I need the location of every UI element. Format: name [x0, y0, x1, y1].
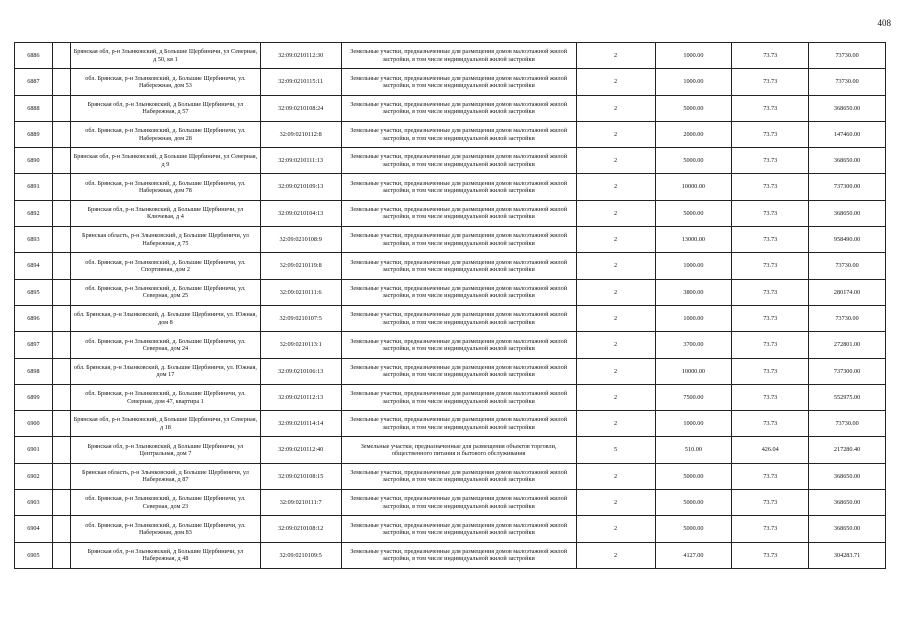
- row-number: 6893: [15, 227, 53, 253]
- rate-cell: 73.73: [732, 69, 809, 95]
- address-cell: обл. Брянская, р-н Злынковский, д. Большие Щербиничи, ул. Набережная, дом 28: [71, 121, 260, 147]
- land-use-cell: Земельные участки, предназначенные для размещения объектов торговли, общественного питания и бытового обслуживания: [341, 437, 576, 463]
- table-row: [15, 200, 886, 226]
- address-cell: обл. Брянская, р-н Злынковский, д. Большие Щербиничи, ул. Набережная, дом 78: [71, 174, 260, 200]
- area-cell: 5000.00: [655, 490, 732, 516]
- row-number: 6895: [15, 279, 53, 305]
- area-cell: 5000.00: [655, 200, 732, 226]
- address-cell: Брянская обл, р-н Злынковский, д Большие Щербиничи, ул Северная, д 9: [71, 148, 260, 174]
- address-cell: обл. Брянская, р-н Злынковский, д. Большие Щербиничи, ул. Северная, дом 47, квартира 1: [71, 384, 260, 410]
- land-use-cell: Земельные участки, предназначенные для размещения домов малоэтажной жилой застройки, в том числе индивидуальной жилой застройки: [341, 384, 576, 410]
- table-row: [15, 227, 886, 253]
- table-row: [15, 490, 886, 516]
- category-cell: 2: [576, 542, 655, 568]
- cadastral-value-cell: 958490.00: [809, 227, 886, 253]
- area-cell: 5000.00: [655, 463, 732, 489]
- cadastral-value-cell: 147460.00: [809, 121, 886, 147]
- spacer: [52, 437, 70, 463]
- table-row: [15, 279, 886, 305]
- cadastral-value-cell: 272801.00: [809, 332, 886, 358]
- cadastral-number-cell: 32:09:0210111:6: [260, 279, 341, 305]
- cadastral-value-cell: 737300.00: [809, 174, 886, 200]
- spacer: [52, 411, 70, 437]
- table-row: [15, 332, 886, 358]
- table-row: [15, 121, 886, 147]
- row-number: 6904: [15, 516, 53, 542]
- cadastral-value-cell: 304283.71: [809, 542, 886, 568]
- cadastral-number-cell: 32:09:0210109:13: [260, 174, 341, 200]
- spacer: [52, 542, 70, 568]
- category-cell: 2: [576, 384, 655, 410]
- area-cell: 1000.00: [655, 411, 732, 437]
- page-number: 408: [877, 18, 891, 28]
- spacer: [52, 279, 70, 305]
- category-cell: 2: [576, 516, 655, 542]
- cadastral-number-cell: 32:09:0210113:1: [260, 332, 341, 358]
- category-cell: 2: [576, 358, 655, 384]
- rate-cell: 73.73: [732, 332, 809, 358]
- row-number: 6889: [15, 121, 53, 147]
- category-cell: 2: [576, 227, 655, 253]
- table-row: [15, 253, 886, 279]
- cadastral-value-cell: 217280.40: [809, 437, 886, 463]
- category-cell: 2: [576, 463, 655, 489]
- area-cell: 1000.00: [655, 69, 732, 95]
- table-row: [15, 384, 886, 410]
- address-cell: Брянская обл, р-н Злынковский, д Большие Щербиничи, ул Северная, д 50, кв 1: [71, 43, 260, 69]
- category-cell: 2: [576, 279, 655, 305]
- cadastral-number-cell: 32:09:0210106:13: [260, 358, 341, 384]
- address-cell: обл. Брянская, р-н Злынковский, д. Большие Щербиничи, ул. Южная, дом 8: [71, 305, 260, 331]
- category-cell: 2: [576, 253, 655, 279]
- category-cell: 2: [576, 121, 655, 147]
- land-use-cell: Земельные участки, предназначенные для размещения домов малоэтажной жилой застройки, в том числе индивидуальной жилой застройки: [341, 516, 576, 542]
- spacer: [52, 148, 70, 174]
- cadastral-value-cell: 73730.00: [809, 69, 886, 95]
- row-number: 6886: [15, 43, 53, 69]
- table-row: [15, 516, 886, 542]
- row-number: 6900: [15, 411, 53, 437]
- table-row: [15, 463, 886, 489]
- rate-cell: 73.73: [732, 279, 809, 305]
- cadastral-value-cell: 737300.00: [809, 358, 886, 384]
- category-cell: 2: [576, 305, 655, 331]
- table-row: [15, 305, 886, 331]
- address-cell: обл. Брянская, р-н Злынковский, д. Большие Щербиничи, ул. Спортивная, дом 2: [71, 253, 260, 279]
- address-cell: Брянская обл, р-н Злынковский, д Большие Щербиничи, ул Северная, д 18: [71, 411, 260, 437]
- table-row: [15, 542, 886, 568]
- address-cell: Брянская область, р-н Злынковский, д Большие Щербиничи, ул Набережная, д 75: [71, 227, 260, 253]
- row-number: 6899: [15, 384, 53, 410]
- land-use-cell: Земельные участки, предназначенные для размещения домов малоэтажной жилой застройки, в том числе индивидуальной жилой застройки: [341, 200, 576, 226]
- rate-cell: 73.73: [732, 516, 809, 542]
- land-use-cell: Земельные участки, предназначенные для размещения домов малоэтажной жилой застройки, в том числе индивидуальной жилой застройки: [341, 463, 576, 489]
- land-use-cell: Земельные участки, предназначенные для размещения домов малоэтажной жилой застройки, в том числе индивидуальной жилой застройки: [341, 121, 576, 147]
- row-number: 6903: [15, 490, 53, 516]
- land-use-cell: Земельные участки, предназначенные для размещения домов малоэтажной жилой застройки, в том числе индивидуальной жилой застройки: [341, 43, 576, 69]
- cadastral-number-cell: 32:09:0210108:24: [260, 95, 341, 121]
- rate-cell: 73.73: [732, 253, 809, 279]
- cadastral-value-cell: 368650.00: [809, 200, 886, 226]
- spacer: [52, 69, 70, 95]
- cadastral-value-cell: 73730.00: [809, 253, 886, 279]
- row-number: 6891: [15, 174, 53, 200]
- area-cell: 13000.00: [655, 227, 732, 253]
- spacer: [52, 200, 70, 226]
- spacer: [52, 43, 70, 69]
- row-number: 6901: [15, 437, 53, 463]
- land-use-cell: Земельные участки, предназначенные для размещения домов малоэтажной жилой застройки, в том числе индивидуальной жилой застройки: [341, 69, 576, 95]
- address-cell: Брянская обл, р-н Злынковский, д Большие Щербиничи, ул Ключевая, д 4: [71, 200, 260, 226]
- cadastral-number-cell: 32:09:0210111:13: [260, 148, 341, 174]
- row-number: 6898: [15, 358, 53, 384]
- area-cell: 5000.00: [655, 148, 732, 174]
- rate-cell: 73.73: [732, 305, 809, 331]
- table-row: [15, 43, 886, 69]
- row-number: 6896: [15, 305, 53, 331]
- area-cell: 10000.00: [655, 174, 732, 200]
- land-use-cell: Земельные участки, предназначенные для размещения домов малоэтажной жилой застройки, в том числе индивидуальной жилой застройки: [341, 148, 576, 174]
- table-row: [15, 148, 886, 174]
- cadastral-number-cell: 32:09:0210114:14: [260, 411, 341, 437]
- cadastral-number-cell: 32:09:0210112:13: [260, 384, 341, 410]
- category-cell: 2: [576, 43, 655, 69]
- table-row: [15, 437, 886, 463]
- table-row: [15, 95, 886, 121]
- rate-cell: 73.73: [732, 411, 809, 437]
- spacer: [52, 463, 70, 489]
- category-cell: 2: [576, 332, 655, 358]
- cadastral-value-cell: 73730.00: [809, 305, 886, 331]
- cadastral-number-cell: 32:09:0210119:8: [260, 253, 341, 279]
- cadastral-value-table: [14, 42, 886, 569]
- spacer: [52, 253, 70, 279]
- spacer: [52, 121, 70, 147]
- cadastral-number-cell: 32:09:0210112:40: [260, 437, 341, 463]
- address-cell: Брянская обл, р-н Злынковский, д Большие Щербиничи, ул Набережная, д 48: [71, 542, 260, 568]
- address-cell: Брянская область, р-н Злынковский, д Большие Щербиничи, ул Набережная, д 87: [71, 463, 260, 489]
- land-use-cell: Земельные участки, предназначенные для размещения домов малоэтажной жилой застройки, в том числе индивидуальной жилой застройки: [341, 542, 576, 568]
- rate-cell: 73.73: [732, 43, 809, 69]
- land-use-cell: Земельные участки, предназначенные для размещения домов малоэтажной жилой застройки, в том числе индивидуальной жилой застройки: [341, 279, 576, 305]
- rate-cell: 73.73: [732, 463, 809, 489]
- category-cell: 2: [576, 490, 655, 516]
- land-use-cell: Земельные участки, предназначенные для размещения домов малоэтажной жилой застройки, в том числе индивидуальной жилой застройки: [341, 305, 576, 331]
- address-cell: обл. Брянская, р-н Злынковский, д. Большие Щербиничи, ул. Южная, дом 17: [71, 358, 260, 384]
- area-cell: 1000.00: [655, 305, 732, 331]
- category-cell: 2: [576, 69, 655, 95]
- category-cell: 5: [576, 437, 655, 463]
- land-use-cell: Земельные участки, предназначенные для размещения домов малоэтажной жилой застройки, в том числе индивидуальной жилой застройки: [341, 358, 576, 384]
- cadastral-value-cell: 368650.00: [809, 95, 886, 121]
- area-cell: 1000.00: [655, 253, 732, 279]
- cadastral-number-cell: 32:09:0210112:8: [260, 121, 341, 147]
- row-number: 6888: [15, 95, 53, 121]
- rate-cell: 73.73: [732, 542, 809, 568]
- area-cell: 4127.00: [655, 542, 732, 568]
- cadastral-value-cell: 73730.00: [809, 43, 886, 69]
- row-number: 6892: [15, 200, 53, 226]
- cadastral-value-cell: 73730.00: [809, 411, 886, 437]
- spacer: [52, 174, 70, 200]
- cadastral-number-cell: 32:09:0210108:9: [260, 227, 341, 253]
- cadastral-number-cell: 32:09:0210111:7: [260, 490, 341, 516]
- land-use-cell: Земельные участки, предназначенные для размещения домов малоэтажной жилой застройки, в том числе индивидуальной жилой застройки: [341, 490, 576, 516]
- spacer: [52, 358, 70, 384]
- rate-cell: 73.73: [732, 200, 809, 226]
- cadastral-number-cell: 32:09:0210107:5: [260, 305, 341, 331]
- address-cell: обл. Брянская, р-н Злынковский, д. Большие Щербиничи, ул. Набережная, дом 53: [71, 69, 260, 95]
- cadastral-number-cell: 32:09:0210115:11: [260, 69, 341, 95]
- area-cell: 3700.00: [655, 332, 732, 358]
- row-number: 6905: [15, 542, 53, 568]
- row-number: 6894: [15, 253, 53, 279]
- spacer: [52, 490, 70, 516]
- land-use-cell: Земельные участки, предназначенные для размещения домов малоэтажной жилой застройки, в том числе индивидуальной жилой застройки: [341, 174, 576, 200]
- category-cell: 2: [576, 411, 655, 437]
- rate-cell: 73.73: [732, 490, 809, 516]
- land-use-cell: Земельные участки, предназначенные для размещения домов малоэтажной жилой застройки, в том числе индивидуальной жилой застройки: [341, 332, 576, 358]
- area-cell: 5000.00: [655, 95, 732, 121]
- cadastral-value-cell: 368650.00: [809, 463, 886, 489]
- spacer: [52, 332, 70, 358]
- area-cell: 10000.00: [655, 358, 732, 384]
- cadastral-value-cell: 368650.00: [809, 490, 886, 516]
- spacer: [52, 95, 70, 121]
- land-use-cell: Земельные участки, предназначенные для размещения домов малоэтажной жилой застройки, в том числе индивидуальной жилой застройки: [341, 227, 576, 253]
- spacer: [52, 516, 70, 542]
- rate-cell: 73.73: [732, 358, 809, 384]
- category-cell: 2: [576, 200, 655, 226]
- area-cell: 510.00: [655, 437, 732, 463]
- address-cell: обл. Брянская, р-н Злынковский, д. Большие Щербиничи, ул. Северная, дом 24: [71, 332, 260, 358]
- land-use-cell: Земельные участки, предназначенные для размещения домов малоэтажной жилой застройки, в том числе индивидуальной жилой застройки: [341, 411, 576, 437]
- area-cell: 2000.00: [655, 121, 732, 147]
- row-number: 6887: [15, 69, 53, 95]
- table-row: [15, 69, 886, 95]
- table-row: [15, 358, 886, 384]
- area-cell: 7500.00: [655, 384, 732, 410]
- row-number: 6897: [15, 332, 53, 358]
- address-cell: обл. Брянская, р-н Злынковский, д. Большие Щербиничи, ул. Северная, дом 23: [71, 490, 260, 516]
- rate-cell: 73.73: [732, 95, 809, 121]
- category-cell: 2: [576, 148, 655, 174]
- address-cell: Брянская обл, р-н Злынковский, д Большие Щербиничи, ул Набережная, д 57: [71, 95, 260, 121]
- category-cell: 2: [576, 95, 655, 121]
- category-cell: 2: [576, 174, 655, 200]
- area-cell: 1000.00: [655, 43, 732, 69]
- table-row: [15, 174, 886, 200]
- area-cell: 3800.00: [655, 279, 732, 305]
- cadastral-number-cell: 32:09:0210109:5: [260, 542, 341, 568]
- cadastral-number-cell: 32:09:0210108:15: [260, 463, 341, 489]
- spacer: [52, 305, 70, 331]
- row-number: 6902: [15, 463, 53, 489]
- land-use-cell: Земельные участки, предназначенные для размещения домов малоэтажной жилой застройки, в том числе индивидуальной жилой застройки: [341, 253, 576, 279]
- row-number: 6890: [15, 148, 53, 174]
- land-use-cell: Земельные участки, предназначенные для размещения домов малоэтажной жилой застройки, в том числе индивидуальной жилой застройки: [341, 95, 576, 121]
- spacer: [52, 227, 70, 253]
- cadastral-value-cell: 280174.00: [809, 279, 886, 305]
- address-cell: Брянская обл, р-н Злынковский, д Большие Щербиничи, ул Центральная, дом 7: [71, 437, 260, 463]
- cadastral-value-cell: 552975.00: [809, 384, 886, 410]
- address-cell: обл. Брянская, р-н Злынковский, д. Большие Щербиничи, ул. Набережная, дом 83: [71, 516, 260, 542]
- rate-cell: 426.04: [732, 437, 809, 463]
- rate-cell: 73.73: [732, 121, 809, 147]
- cadastral-number-cell: 32:09:0210108:12: [260, 516, 341, 542]
- rate-cell: 73.73: [732, 148, 809, 174]
- rate-cell: 73.73: [732, 384, 809, 410]
- area-cell: 5000.00: [655, 516, 732, 542]
- spacer: [52, 384, 70, 410]
- cadastral-number-cell: 32:09:0210104:13: [260, 200, 341, 226]
- address-cell: обл. Брянская, р-н Злынковский, д. Большие Щербиничи, ул. Северная, дом 25: [71, 279, 260, 305]
- rate-cell: 73.73: [732, 174, 809, 200]
- rate-cell: 73.73: [732, 227, 809, 253]
- table-row: [15, 411, 886, 437]
- cadastral-number-cell: 32:09:0210112:30: [260, 43, 341, 69]
- cadastral-value-cell: 368650.00: [809, 148, 886, 174]
- cadastral-value-cell: 368650.00: [809, 516, 886, 542]
